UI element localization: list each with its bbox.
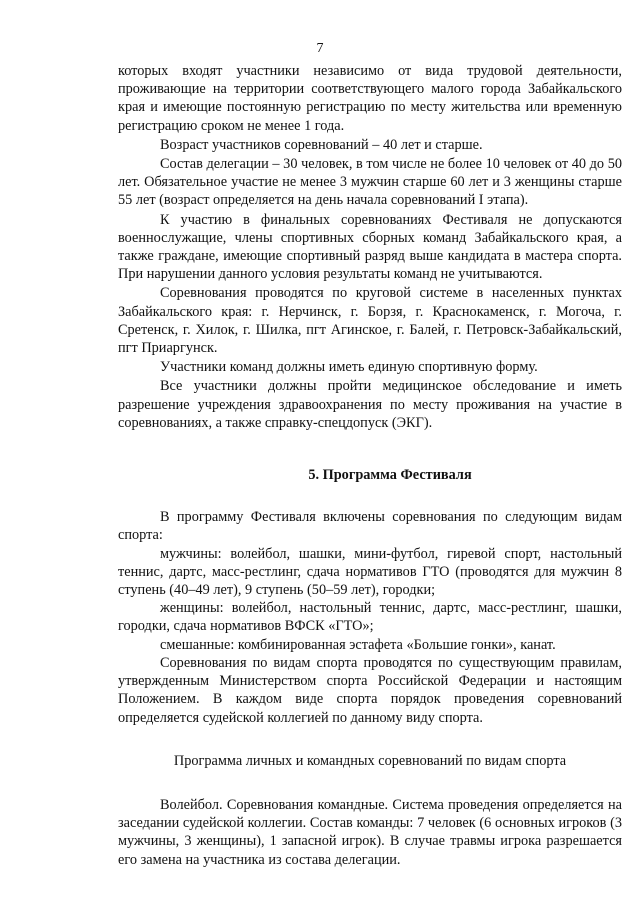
paragraph-locations: Соревнования проводятся по круговой системе в населенных пунктах Забайкальского края: г. Нерчинск, г. Борзя, г. Краснокаменск, г. Могоча, г. Сретенск, г. Хилок, г. Шилка, пгт Агинское, г. Балей, г. Петровск-Забайкальский, пгт Приаргунск.: [118, 285, 622, 357]
paragraph-uniform: Участники команд должны иметь единую спортивную форму.: [160, 359, 538, 376]
paragraph-age: Возраст участников соревнований – 40 лет и старше.: [160, 136, 483, 153]
document-body: [118, 62, 622, 869]
page-number: 7: [316, 41, 324, 56]
paragraph-medical: Все участники должны пройти медицинское обследование и иметь разрешение учреждения здравоохранения по месту проживания на участие в соревнованиях, а также справку-спецдопуск (ЭКГ).: [118, 378, 622, 431]
paragraph-residency: которых входят участники независимо от вида трудовой деятельности, проживающие на территории соответствующего малого города Забайкальского края и имеющие постоянную регистрацию по месту жительства или временную регистрацию сроком не менее 1 года.: [118, 63, 622, 134]
paragraph-volleyball: Волейбол. Соревнования командные. Система проведения определяется на заседании судейской коллегии. Состав команды: 7 человек (6 основных игроков (3 мужчины, 3 женщины), 1 запасной игрок). В случае травмы игрока разрешается его замена на участника из состава делегации.: [118, 796, 622, 868]
paragraph-program-intro: В программу Фестиваля включены соревнования по следующим видам спорта:: [118, 509, 622, 544]
paragraph-mixed: смешанные: комбинированная эстафета «Большие гонки», канат.: [160, 636, 556, 653]
subtitle-program: Программа личных и командных соревнований по видам спорта: [173, 752, 567, 769]
paragraph-delegation: Состав делегации – 30 человек, в том числе не более 10 человек от 40 до 50 лет. Обязательное участие не менее 3 мужчин старше 60 лет и 3 женщины старше 55 лет (возраст определяется на день начала соревнований I этапа).: [118, 156, 622, 209]
paragraph-men: мужчины: волейбол, шашки, мини-футбол, гиревой спорт, настольный теннис, дартс, масс-рестлинг, сдача нормативов ГТО (проводятся для мужчин 8 ступень (40–49 лет), 9 ступень (50–59 лет), городки;: [118, 545, 622, 599]
paragraph-rules: Соревнования по видам спорта проводятся по существующим правилам, утвержденным Министерством спорта Российской Федерации и настоящим Положением. В каждом виде спорта порядок проведения соревнований определяется судейской коллегией по данному виду спорта.: [118, 654, 622, 726]
section-title: 5. Программа Фестиваля: [308, 467, 472, 484]
paragraph-women: женщины: волейбол, настольный теннис, дартс, масс-рестлинг, шашки, городки, сдача нормативов ВФСК «ГТО»;: [118, 600, 622, 635]
paragraph-restrictions: К участию в финальных соревнованиях Фестиваля не допускаются военнослужащие, члены спортивных сборных команд Забайкальского края, а также граждане, имеющие спортивный разряд выше кандидата в мастера спорта. При нарушении данного условия результаты команд не учитываются.: [118, 211, 622, 283]
